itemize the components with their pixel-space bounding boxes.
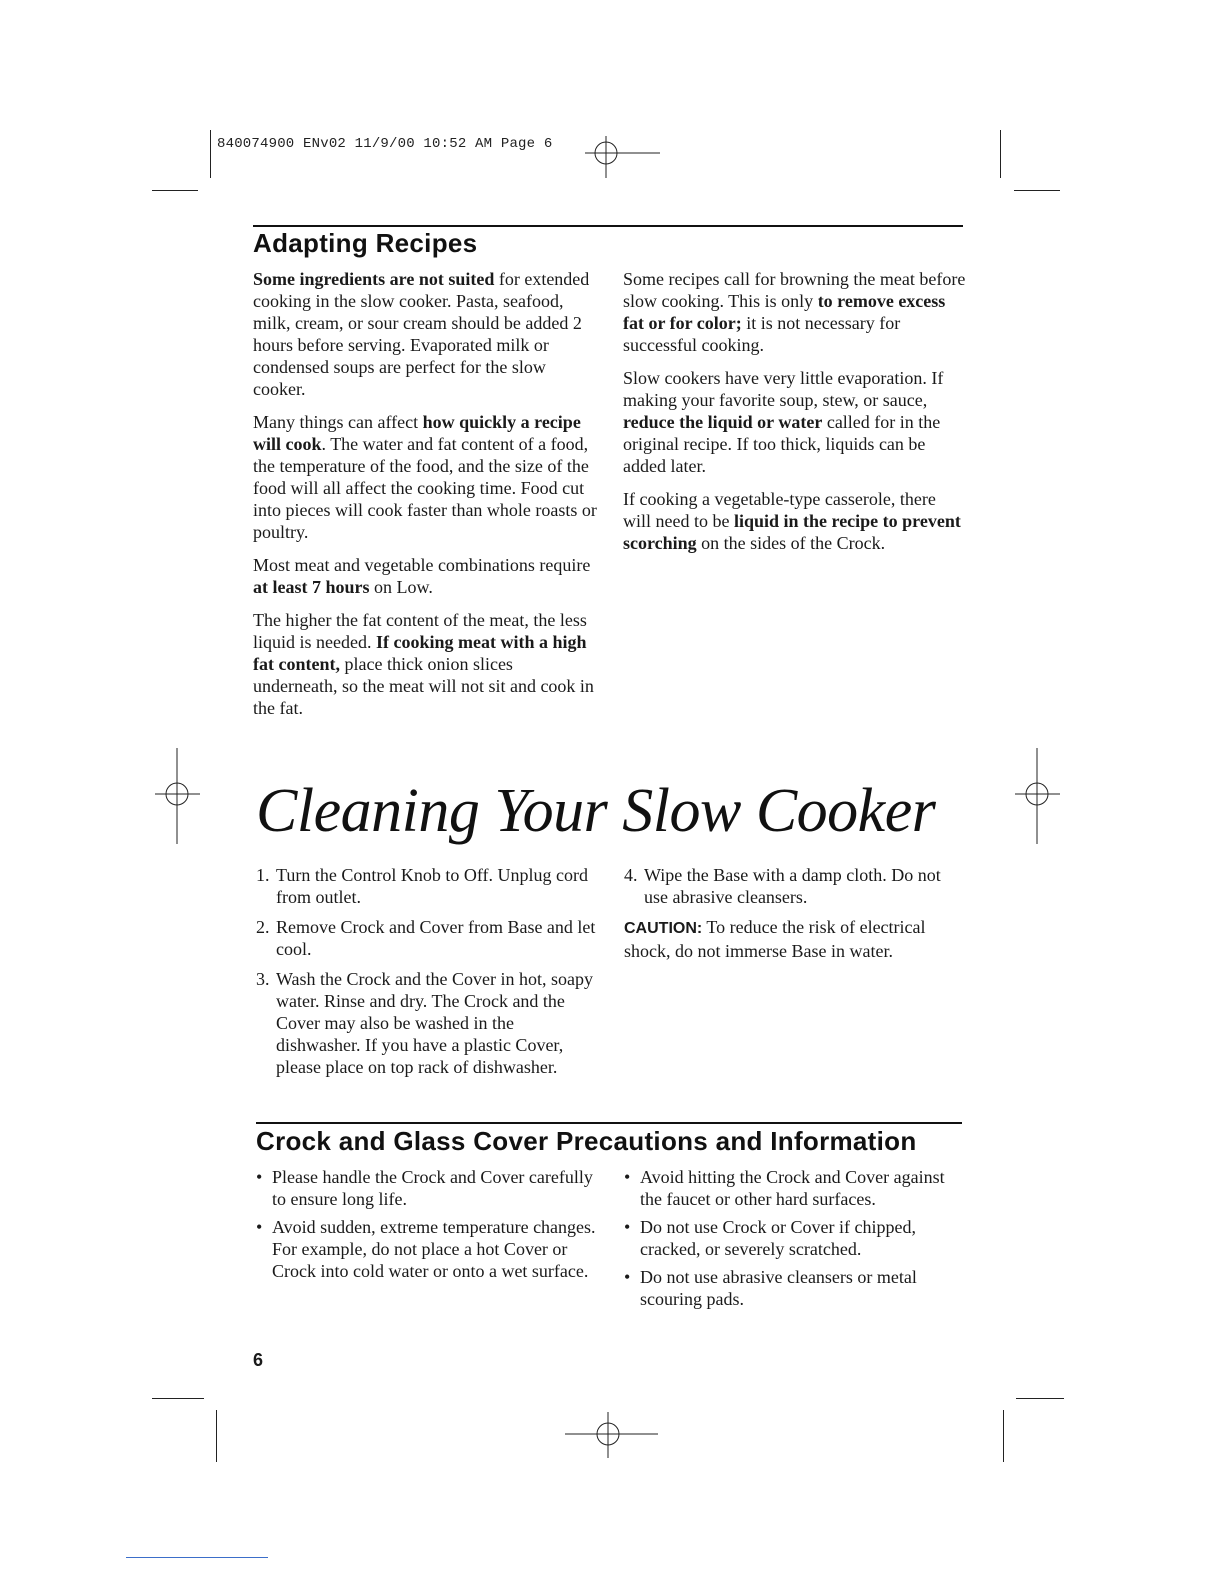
precautions-rule xyxy=(256,1122,962,1124)
adapting-recipes-title: Adapting Recipes xyxy=(253,228,478,258)
cleaning-right-column xyxy=(624,864,969,973)
cleaning-steps-list xyxy=(624,864,969,908)
print-slug-line: 840074900 ENv02 11/9/00 10:52 AM Page 6 xyxy=(217,136,553,152)
adapting-paragraph: Some ingredients are not suited for extended cooking in the slow cooker. Pasta, seafood, milk, cream, or sour cream should be added 2 hours before serving. Evaporated milk or condensed soups are perfect for the slow cooker. xyxy=(253,269,590,399)
precautions-left-column xyxy=(256,1166,596,1288)
footer-accent-line xyxy=(126,1557,268,1558)
precaution-item: • Please handle the Crock and Cover carefully to ensure long life. xyxy=(256,1167,593,1209)
precaution-item: • Do not use Crock or Cover if chipped, cracked, or severely scratched. xyxy=(624,1217,916,1259)
crop-mark-top-right-vertical xyxy=(1000,130,1001,178)
crop-mark-bottom-right-vertical xyxy=(1003,1410,1004,1462)
cleaning-left-column xyxy=(256,864,596,1086)
adapting-left-column xyxy=(253,268,598,730)
cleaning-step: 3. Wash the Crock and the Cover in hot, soapy water. Rinse and dry. The Crock and the Cover may also be washed in the dishwasher. If you have a plastic Cover, please place on top rack of dishwasher. xyxy=(256,969,593,1077)
precaution-item: • Avoid sudden, extreme temperature changes. For example, do not place a hot Cover or Crock into cold water or onto a wet surface. xyxy=(256,1217,596,1281)
registration-mark-top-icon xyxy=(575,130,665,180)
crop-mark-bottom-right-horizontal xyxy=(1016,1398,1064,1399)
cleaning-step: 1. Turn the Control Knob to Off. Unplug cord from outlet. xyxy=(256,865,588,907)
registration-mark-bottom-icon xyxy=(560,1410,660,1460)
precautions-list xyxy=(624,1166,969,1310)
precautions-list xyxy=(256,1166,596,1282)
adapting-recipes-rule xyxy=(253,225,963,227)
cleaning-step: 2. Remove Crock and Cover from Base and let cool. xyxy=(256,917,596,959)
adapting-paragraph: Many things can affect how quickly a recipe will cook. The water and fat content of a food, the temperature of the food, and the size of the food will all affect the cooking time. Food cut into pieces will cook faster than whole roasts or poultry. xyxy=(253,412,597,542)
crop-mark-bottom-left-horizontal xyxy=(152,1398,204,1399)
crop-mark-top-left-horizontal xyxy=(152,190,198,191)
crop-mark-top-right-horizontal xyxy=(1014,190,1060,191)
precautions-title: Crock and Glass Cover Precautions and Information xyxy=(256,1126,917,1156)
adapting-paragraph: Some recipes call for browning the meat before slow cooking. This is only to remove excess fat or for color; it is not necessary for successful cooking. xyxy=(623,269,966,355)
cleaning-steps-list xyxy=(256,864,596,1078)
crop-mark-top-left-vertical xyxy=(210,130,211,178)
adapting-paragraph: The higher the fat content of the meat, the less liquid is needed. If cooking meat with a high fat content, place thick onion slices underneath, so the meat will not sit and cook in the fat. xyxy=(253,610,594,718)
registration-mark-left-icon xyxy=(150,746,210,846)
cleaning-title: Cleaning Your Slow Cooker xyxy=(256,777,936,845)
precaution-item: • Avoid hitting the Crock and Cover against the faucet or other hard surfaces. xyxy=(624,1167,945,1209)
adapting-paragraph: Most meat and vegetable combinations require at least 7 hours on Low. xyxy=(253,555,591,597)
precautions-right-column xyxy=(624,1166,969,1316)
registration-mark-right-icon xyxy=(1010,746,1070,846)
precaution-item: • Do not use abrasive cleansers or metal scouring pads. xyxy=(624,1267,917,1309)
adapting-paragraph: If cooking a vegetable-type casserole, there will need to be liquid in the recipe to prevent scorching on the sides of the Crock. xyxy=(623,489,961,553)
adapting-right-column xyxy=(623,268,968,565)
caution-note: CAUTION: To reduce the risk of electrical shock, do not immerse Base in water. xyxy=(624,917,926,961)
crop-mark-bottom-left-vertical xyxy=(216,1410,217,1462)
page-number: 6 xyxy=(253,1350,264,1370)
cleaning-step: 4. Wipe the Base with a damp cloth. Do not use abrasive cleansers. xyxy=(624,865,941,907)
adapting-paragraph: Slow cookers have very little evaporation. If making your favorite soup, stew, or sauce, reduce the liquid or water called for in the original recipe. If too thick, liquids can be added later. xyxy=(623,368,944,476)
